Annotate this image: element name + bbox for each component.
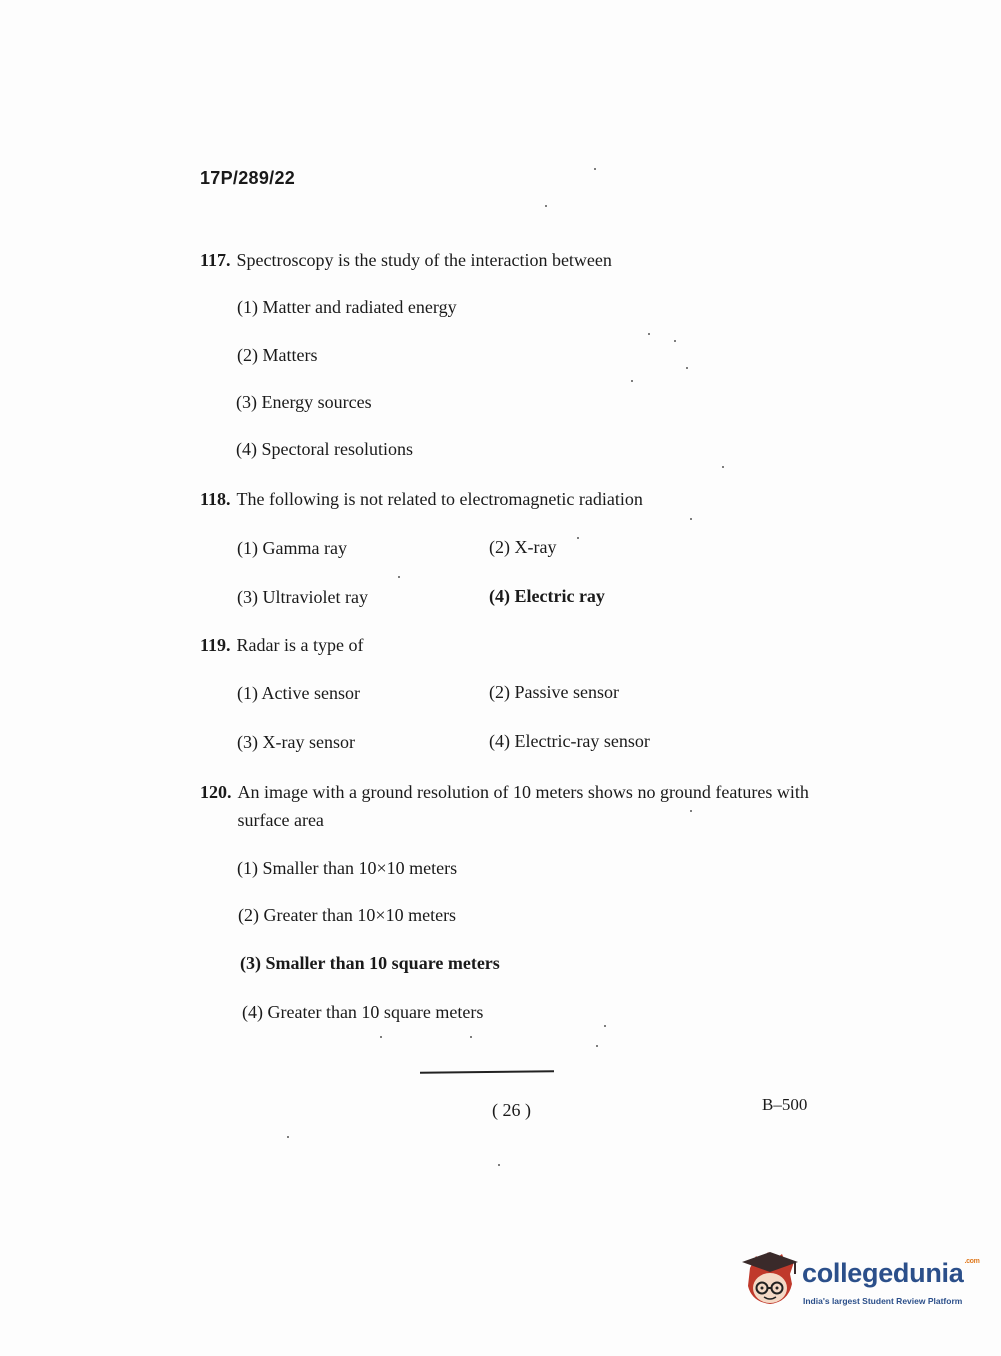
- option-119-3: (3) X-ray sensor: [237, 732, 355, 752]
- end-divider: [420, 1070, 554, 1073]
- question-number: 117.: [200, 250, 231, 270]
- option-118-3: (3) Ultraviolet ray: [237, 587, 368, 607]
- scan-speck: [287, 1136, 289, 1138]
- scan-speck: [648, 333, 650, 335]
- question-119: [200, 631, 363, 659]
- scan-speck: [398, 576, 400, 578]
- question-120: [200, 778, 818, 834]
- scan-speck: [498, 1164, 500, 1166]
- question-number: 119.: [200, 635, 231, 655]
- scan-speck: [631, 380, 633, 382]
- scan-speck: [594, 168, 596, 170]
- option-118-2: (2) X-ray: [489, 537, 557, 557]
- question-118: [200, 485, 643, 513]
- logo-mascot-icon: [742, 1250, 798, 1310]
- option-117-1: (1) Matter and radiated energy: [237, 297, 457, 317]
- option-117-3: (3) Energy sources: [236, 392, 372, 412]
- scan-speck: [722, 466, 724, 468]
- scan-speck: [604, 1025, 606, 1027]
- option-117-4: (4) Spectoral resolutions: [236, 439, 413, 459]
- option-118-1: (1) Gamma ray: [237, 538, 347, 558]
- question-number: 118.: [200, 489, 231, 509]
- scan-speck: [674, 340, 676, 342]
- option-120-3: (3) Smaller than 10 square meters: [240, 953, 500, 973]
- question-text: An image with a ground resolution of 10 meters shows no ground features with surface area: [237, 782, 809, 830]
- option-120-1: (1) Smaller than 10×10 meters: [237, 858, 458, 878]
- paper-code: 17P/289/22: [200, 168, 296, 188]
- option-119-4: (4) Electric-ray sensor: [489, 731, 650, 751]
- option-118-4: (4) Electric ray: [489, 586, 605, 606]
- option-119-1: (1) Active sensor: [237, 683, 360, 703]
- scan-speck: [690, 518, 692, 520]
- booklet-code: B–500: [762, 1095, 808, 1114]
- logo-wordmark: collegedunia$^{.com}$: [802, 1258, 980, 1288]
- option-117-2: (2) Matters: [237, 345, 318, 365]
- question-text: Radar is a type of: [236, 635, 364, 655]
- scan-speck: [690, 810, 692, 812]
- scan-speck: [470, 1036, 472, 1038]
- scan-speck: [596, 1045, 598, 1047]
- option-120-2: (2) Greater than 10×10 meters: [238, 905, 457, 925]
- scan-speck: [686, 367, 688, 369]
- question-number: 120.: [200, 782, 232, 802]
- question-text: The following is not related to electromagnetic radiation: [236, 489, 643, 509]
- collegedunia-logo[interactable]: [742, 1250, 980, 1310]
- question-text: Spectroscopy is the study of the interaction between: [236, 250, 612, 270]
- option-120-4: (4) Greater than 10 square meters: [242, 1002, 484, 1022]
- page-number: ( 26 ): [492, 1100, 531, 1120]
- option-119-2: (2) Passive sensor: [489, 682, 619, 702]
- scan-speck: [380, 1036, 382, 1038]
- logo-tagline: India's largest Student Review Platform: [803, 1296, 963, 1306]
- question-117: [200, 246, 612, 274]
- scan-speck: [577, 537, 579, 539]
- scan-speck: [545, 205, 547, 207]
